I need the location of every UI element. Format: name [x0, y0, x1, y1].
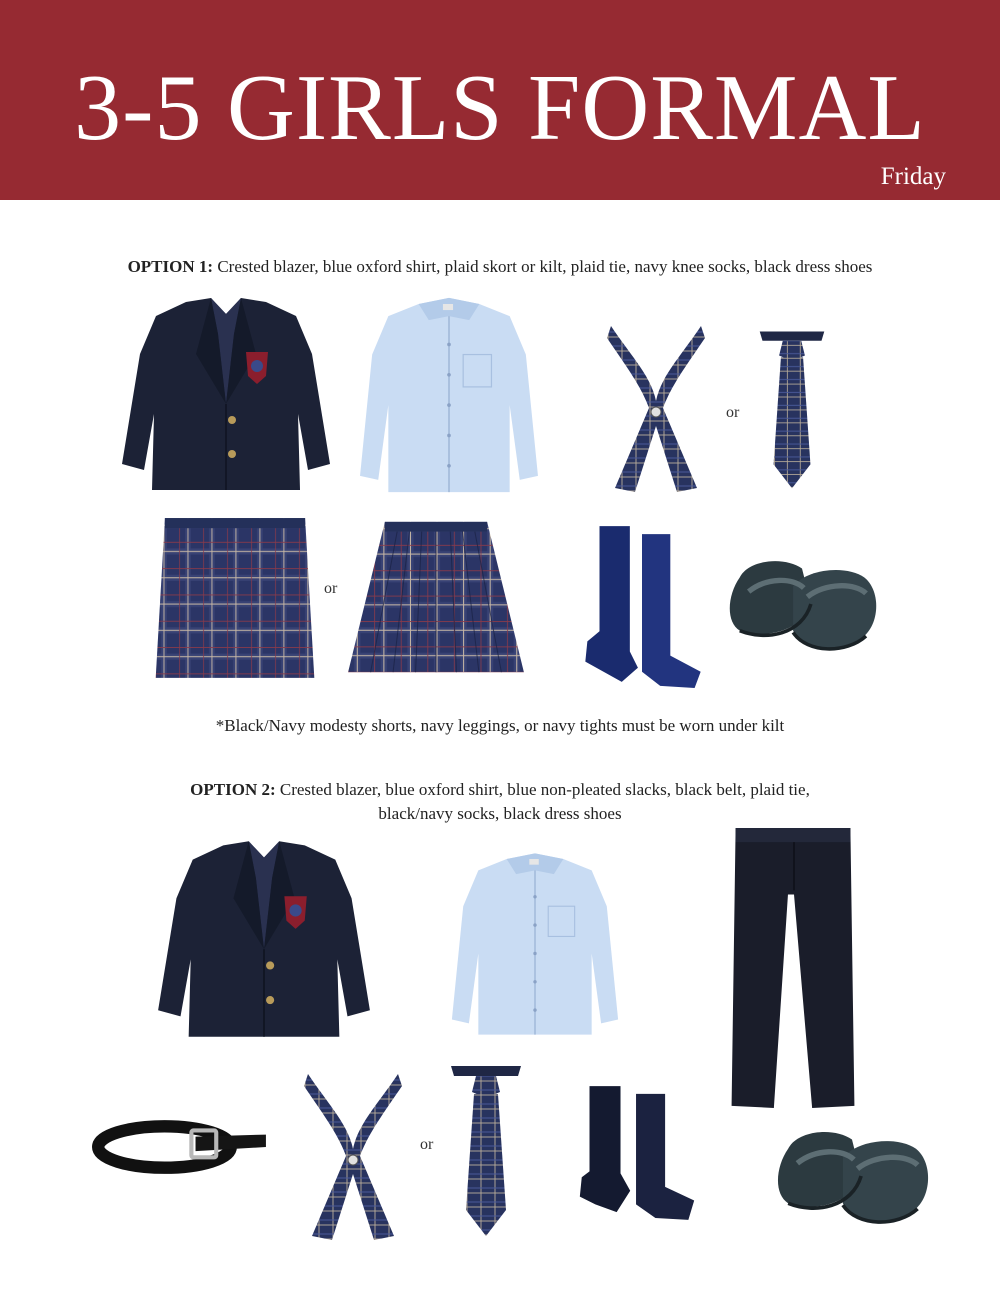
- option2-or-tie: or: [420, 1136, 434, 1153]
- option2-dress-shoes-image: [770, 1112, 934, 1240]
- option1-kilt-image: [344, 516, 528, 682]
- option1-shirt-image: [358, 290, 540, 500]
- option2-text-line2: black/navy socks, black dress shoes: [378, 804, 622, 823]
- option1-knee-socks-image: [576, 520, 710, 692]
- option1-blazer-image: [116, 288, 336, 500]
- option1-note: *Black/Navy modesty shorts, navy leggings, or navy tights must be worn under kilt: [215, 716, 785, 735]
- option2-blazer-image: [152, 832, 376, 1046]
- option2-text-line1: Crested blazer, blue oxford shirt, blue non-pleated slacks, black belt, plaid tie,: [275, 780, 810, 799]
- option1-description: [40, 255, 960, 279]
- option1-dress-shoes-image: [722, 540, 882, 668]
- option2-slacks-image: [726, 824, 860, 1116]
- option1-text: Crested blazer, blue oxford shirt, plaid skort or kilt, plaid tie, navy knee socks, black dress shoes: [213, 257, 873, 276]
- option1-label: OPTION 1:: [127, 257, 214, 276]
- option2-socks-image: [574, 1078, 700, 1228]
- option2-shirt-image: [450, 840, 620, 1048]
- option1-necktie-image: [752, 326, 832, 492]
- page-subtitle: Friday: [880, 163, 946, 190]
- option1-or-skirt: or: [324, 580, 338, 597]
- option1-skort-image: [152, 512, 318, 684]
- option1-or-tie: or: [726, 404, 740, 421]
- option2-necktie-image: [446, 1060, 526, 1240]
- option2-description: [40, 778, 960, 826]
- page-title: 3-5 GIRLS FORMAL: [74, 56, 926, 160]
- option2-crossover-tie-image: [296, 1064, 410, 1244]
- option1-crossover-tie-image: [598, 316, 714, 496]
- option2-label: OPTION 2:: [190, 780, 276, 799]
- header-banner: [0, 0, 1000, 200]
- option2-belt-image: [92, 1104, 268, 1190]
